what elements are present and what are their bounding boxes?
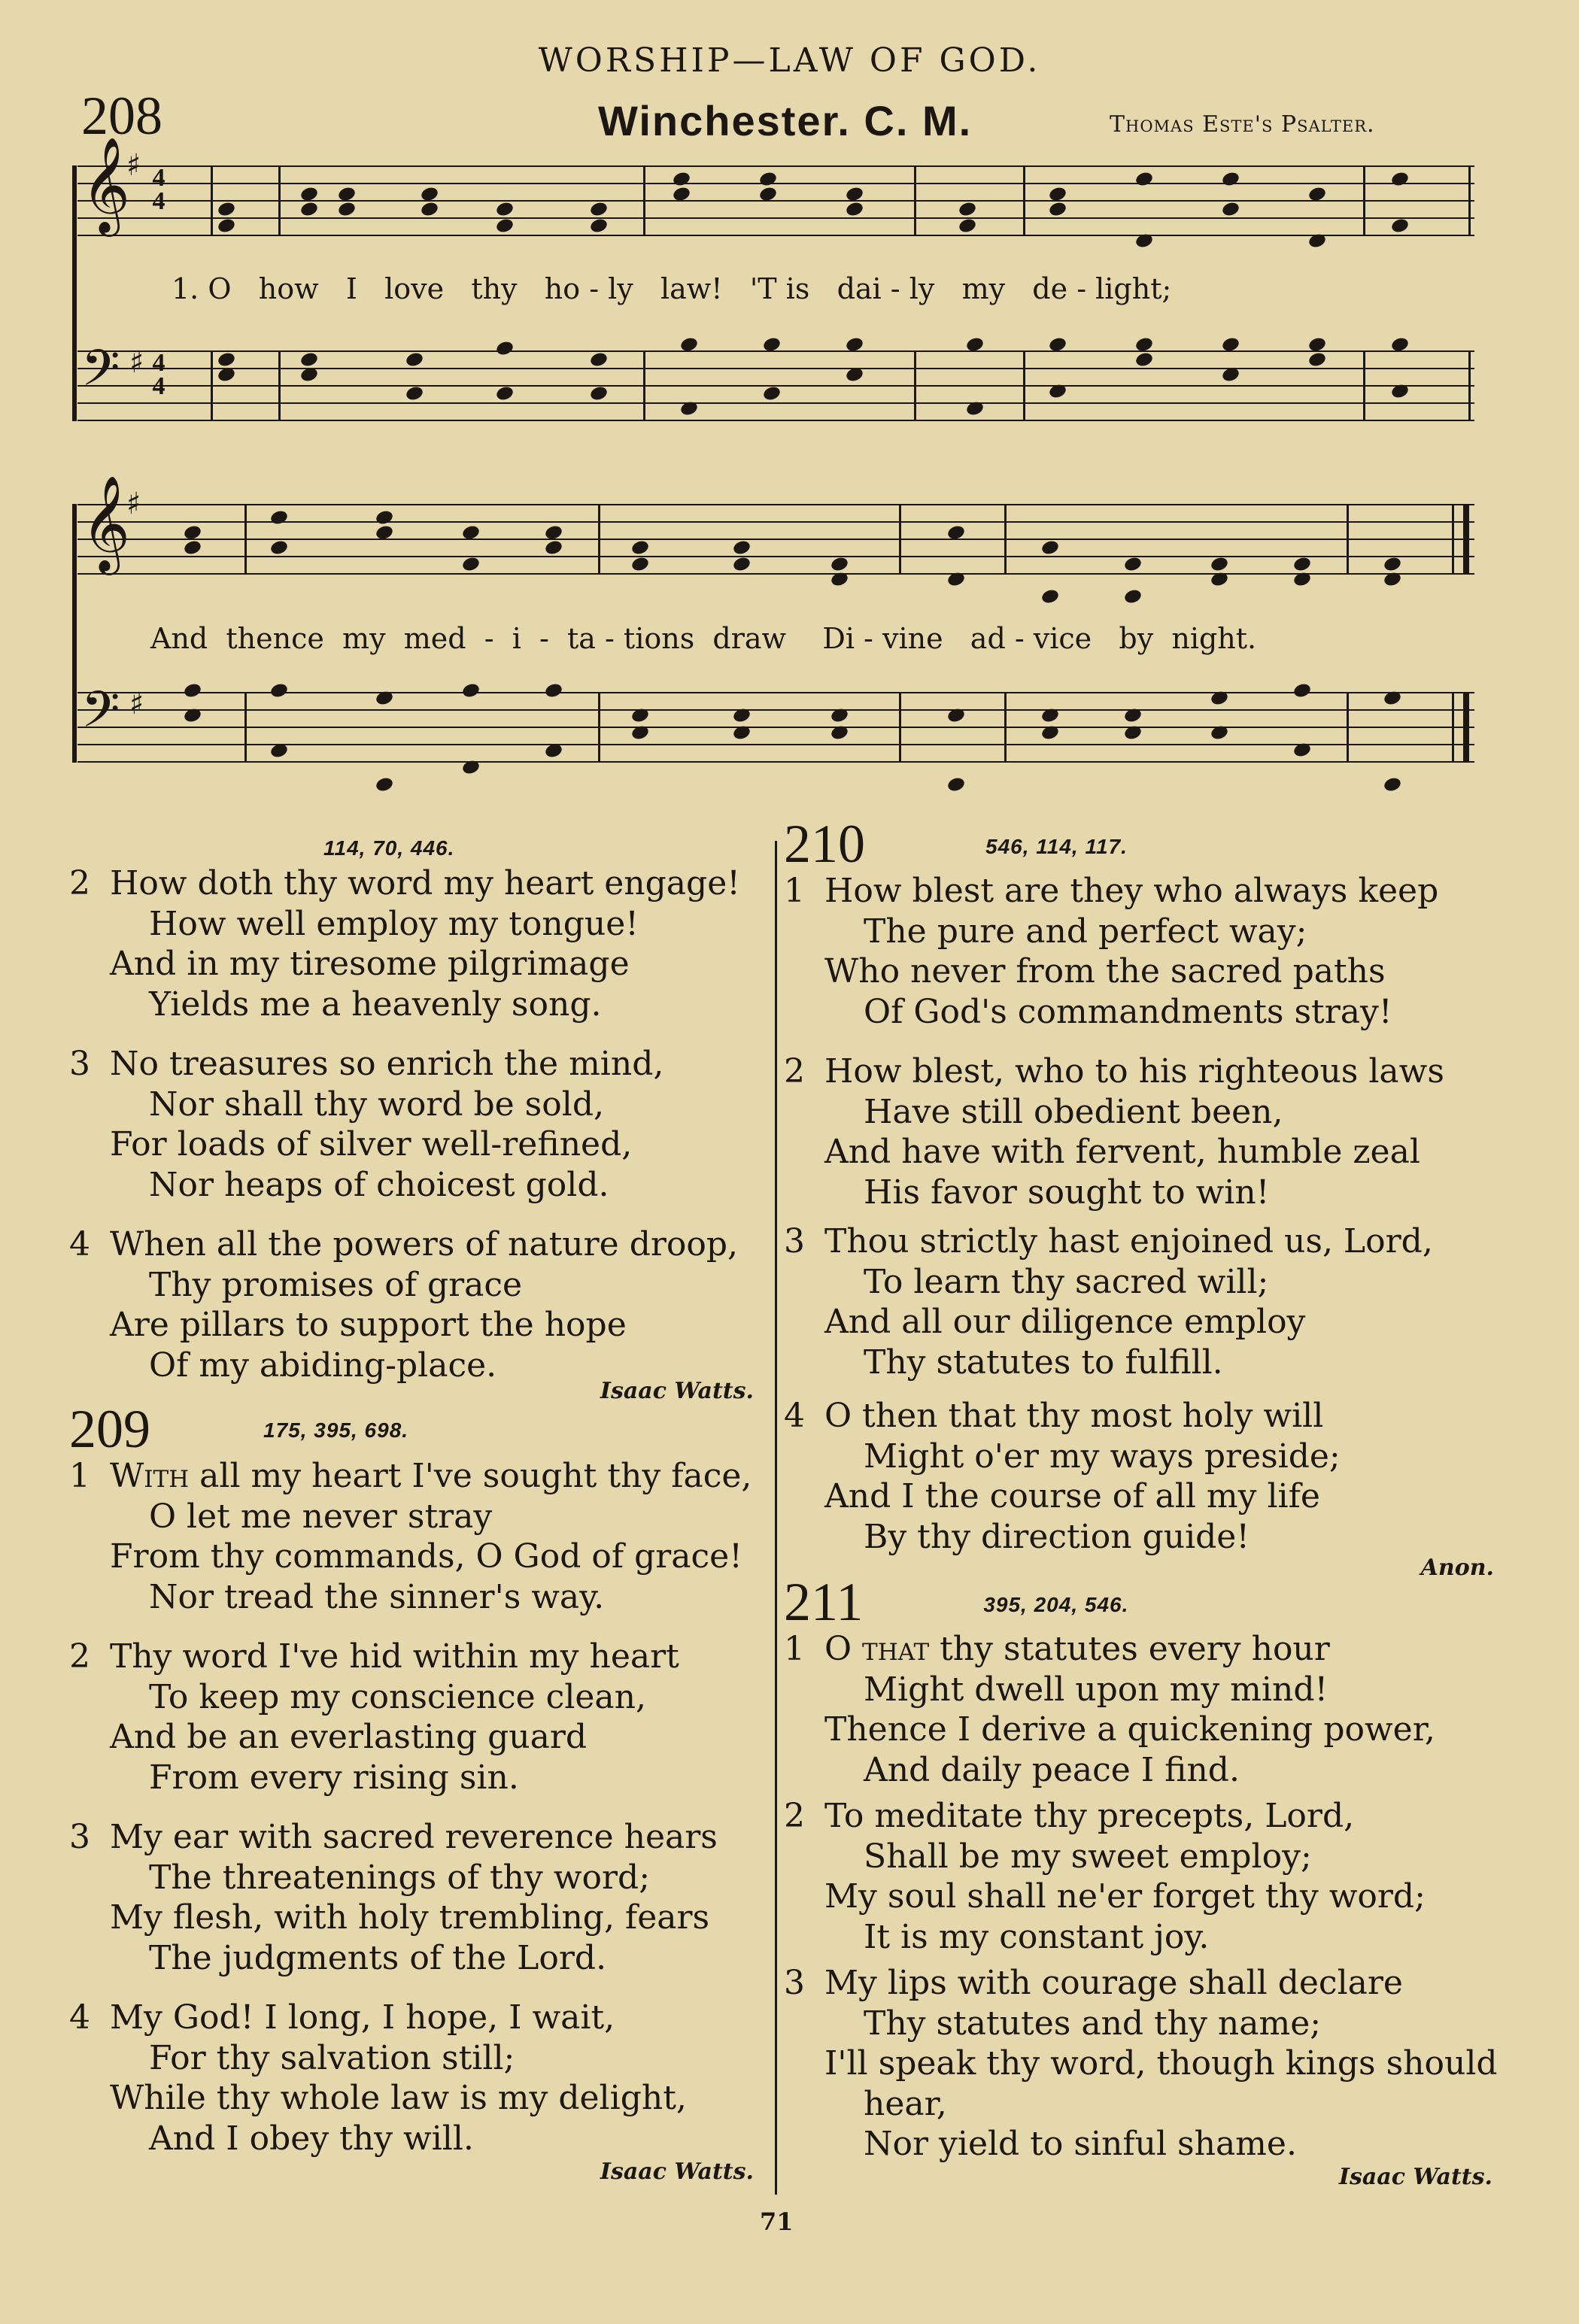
hymn-208-number: 208 xyxy=(81,86,162,146)
stanza: 2 Thy word I've hid within my heart To keep my conscience clean, And be an everlasting guard From every rising sin. xyxy=(69,1637,679,1797)
page-number: 71 xyxy=(760,2207,794,2236)
lyrics-line-2: And thence my med - i - ta - tions draw Di - vine ad - vice by night. xyxy=(150,622,1257,655)
author: Isaac Watts. xyxy=(600,2159,754,2185)
lyrics-line-1: 1. O how I love thy ho - ly law! 'T is dai - ly my de - light; xyxy=(172,272,1172,305)
sharp-icon: ♯ xyxy=(129,687,144,721)
music-system-1: 𝄞 ♯ 4 4 𝄢 ♯ 4 4 xyxy=(0,0,1579,451)
bass-clef-icon: 𝄢 xyxy=(81,339,120,409)
hymn-208-refs: 114, 70, 446. xyxy=(323,836,455,860)
stanza: 4 When all the powers of nature droop, Thy promises of grace Are pillars to support the hope Of my abiding-place. xyxy=(69,1225,739,1385)
stanza: 1 O that thy statutes every hour Might dwell upon my mind! Thence I derive a quickening power, And daily peace I find. xyxy=(784,1630,1435,1789)
tune-name: Winchester. C. M. xyxy=(598,97,973,144)
treble-clef-icon: 𝄞 xyxy=(81,136,131,232)
hymn-210-number: 210 xyxy=(784,814,865,874)
stanza: 2 How doth thy word my heart engage! How well employ my tongue! And in my tiresome pilgrimage Yields me a heavenly song. xyxy=(69,864,740,1024)
hymn-211-refs: 395, 204, 546. xyxy=(983,1592,1129,1616)
sharp-icon: ♯ xyxy=(126,487,141,521)
bass-clef-icon: 𝄢 xyxy=(81,681,120,751)
author: Anon. xyxy=(1420,1555,1494,1581)
sharp-icon: ♯ xyxy=(129,345,144,380)
music-system-2 xyxy=(0,0,1579,827)
stanza: 1 With all my heart I've sought thy face, O let me never stray From thy commands, O God of grace! Nor tread the sinner's way. xyxy=(69,1457,752,1616)
stanza: 4 My God! I long, I hope, I wait, For thy salvation still; While thy whole law is my delight, And I obey thy will. xyxy=(69,1998,687,2158)
right-column xyxy=(784,814,1499,2190)
stanza: 3 No treasures so enrich the mind, Nor shall thy word be sold, For loads of silver well-refined, Nor heaps of choicest gold. xyxy=(69,1045,664,1204)
stanza: 2 How blest, who to his righteous laws Have still obedient been, And have with fervent, humble zeal His favor sought to win! xyxy=(784,1052,1444,1212)
hymn-211-number: 211 xyxy=(784,1572,864,1632)
stanza: 3 My lips with courage shall declare Thy statutes and thy name; I'll speak thy word, though kings should hear, Nor yield to sinful shame. xyxy=(784,1964,1498,2163)
hymn-210-refs: 546, 114, 117. xyxy=(985,834,1128,858)
stanza: 3 Thou strictly hast enjoined us, Lord, To learn thy sacred will; And all our diligence employ Thy statutes to fulfill. xyxy=(784,1222,1433,1382)
hymn-209-number: 209 xyxy=(69,1399,150,1459)
hymn-209-refs: 175, 395, 698. xyxy=(263,1418,409,1442)
stanza: 4 O then that thy most holy will Might o'er my ways preside; And I the course of all my life By thy direction guide! xyxy=(784,1397,1341,1556)
stanza: 3 My ear with sacred reverence hears The threatenings of thy word; My flesh, with holy trembling, fears The judgments of the Lord. xyxy=(69,1818,718,1977)
treble-clef-icon: 𝄞 xyxy=(81,475,131,571)
stanza: 2 To meditate thy precepts, Lord, Shall be my sweet employ; My soul shall ne'er forget thy word; It is my constant joy. xyxy=(784,1797,1426,1956)
author: Isaac Watts. xyxy=(1338,2163,1492,2190)
column-divider xyxy=(775,841,777,2195)
sharp-icon: ♯ xyxy=(126,148,141,183)
page-header: WORSHIP—LAW OF GOD. xyxy=(538,41,1041,80)
stanza: 1 How blest are they who always keep The pure and perfect way; Who never from the sacred paths Of God's commandments stray! xyxy=(784,872,1439,1031)
tune-source: Thomas Este's Psalter. xyxy=(1110,111,1375,138)
left-column xyxy=(69,833,769,2186)
author: Isaac Watts. xyxy=(600,1378,754,1404)
